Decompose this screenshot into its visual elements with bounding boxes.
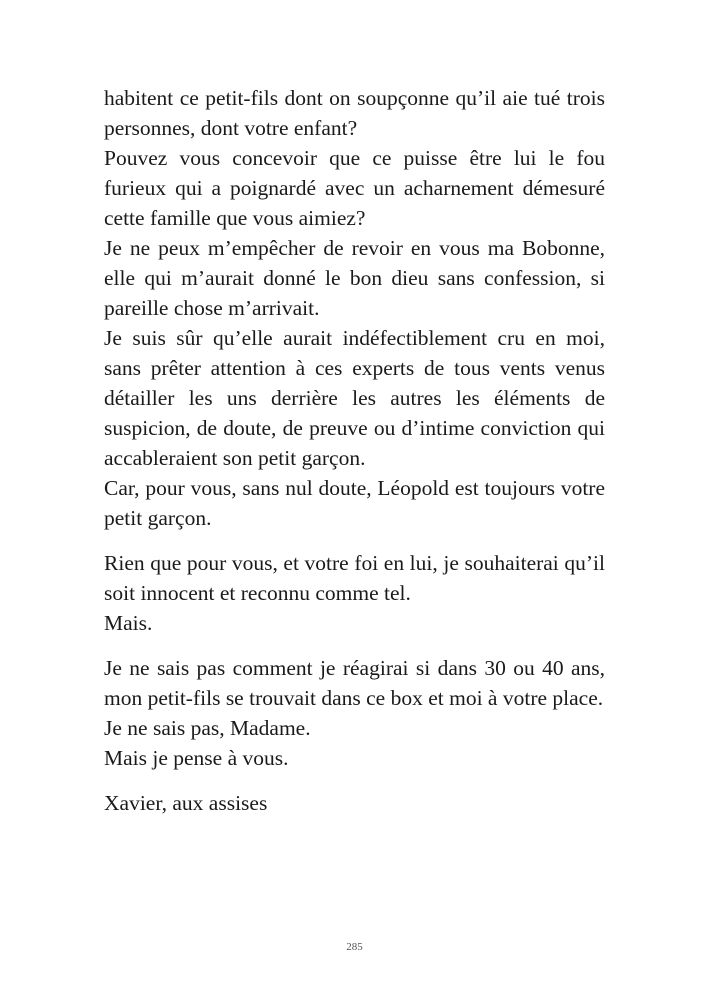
paragraph-gap: [104, 773, 605, 788]
signature-line: Xavier, aux assises: [104, 791, 268, 815]
paragraph-gap: [104, 533, 605, 548]
paragraph-5: Car, pour vous, sans nul doute, Léopold est toujours votre petit garçon.: [104, 476, 605, 530]
paragraph-8: Je ne sais pas comment je réagirai si dans 30 ou 40 ans, mon petit-fils se trouvait dans ce box et moi à votre place.: [104, 656, 605, 710]
paragraph-10: Mais je pense à vous.: [104, 746, 289, 770]
paragraph-2: Pouvez vous concevoir que ce puisse être lui le fou furieux qui a poignardé avec un acharnement démesuré cette famille que vous aimiez?: [104, 146, 605, 230]
body-text: [104, 83, 605, 818]
paragraph-7: Mais.: [104, 611, 153, 635]
paragraph-4: Je suis sûr qu’elle aurait indéfectiblement cru en moi, sans prêter attention à ces experts de tous vents venus détailler les uns derrière les autres les éléments de suspicion, de doute, de preuve ou d’intime conviction qui accableraient son petit garçon.: [104, 326, 605, 470]
paragraph-6: Rien que pour vous, et votre foi en lui, je souhaiterai qu’il soit innocent et reconnu comme tel.: [104, 551, 605, 605]
paragraph-9: Je ne sais pas, Madame.: [104, 716, 311, 740]
paragraph-1: habitent ce petit-fils dont on soupçonne qu’il aie tué trois personnes, dont votre enfant?: [104, 86, 605, 140]
paragraph-gap: [104, 638, 605, 653]
paragraph-3: Je ne peux m’empêcher de revoir en vous ma Bobonne, elle qui m’aurait donné le bon dieu sans confession, si pareille chose m’arrivait.: [104, 236, 605, 320]
page-number: 285: [346, 941, 363, 953]
